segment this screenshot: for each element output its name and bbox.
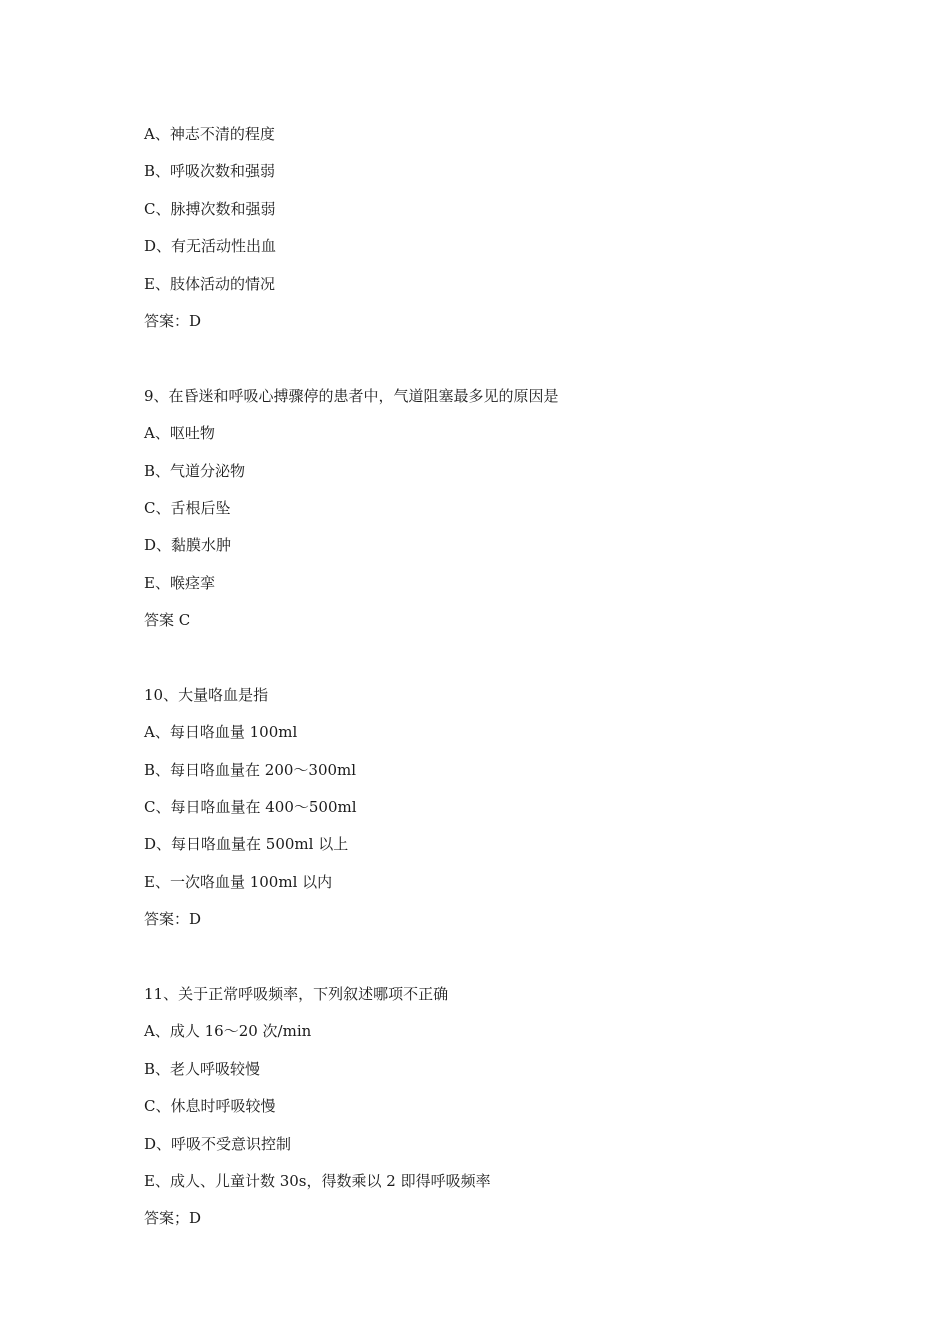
option-b: B、呼吸次数和强弱 xyxy=(144,162,276,181)
answer: 答案 C xyxy=(144,611,191,630)
option-c: C、休息时呼吸较慢 xyxy=(144,1097,276,1116)
block-spacer xyxy=(144,647,864,684)
answer: 答案；D xyxy=(144,1209,202,1228)
option-b: B、气道分泌物 xyxy=(144,461,246,480)
question-text: 10、大量咯血是指 xyxy=(144,685,269,704)
option-b: B、每日咯血量在 200～300ml xyxy=(144,760,357,779)
answer: 答案：D xyxy=(144,910,202,929)
option-c: C、舌根后坠 xyxy=(144,498,231,517)
option-e: E、成人、儿童计数 30s，得数乘以 2 即得呼吸频率 xyxy=(144,1171,491,1190)
option-d: D、黏膜水肿 xyxy=(144,536,232,555)
option-e: E、喉痉挛 xyxy=(144,573,215,592)
option-c: C、每日咯血量在 400～500ml xyxy=(144,798,357,817)
answer: 答案：D xyxy=(144,311,202,330)
document-page xyxy=(144,124,864,1246)
option-d: D、呼吸不受意识控制 xyxy=(144,1134,292,1153)
option-b: B、老人呼吸较慢 xyxy=(144,1059,261,1078)
question-block-8 xyxy=(144,124,864,348)
option-a: A、成人 16～20 次/min xyxy=(144,1022,312,1041)
block-spacer xyxy=(144,348,864,385)
option-e: E、肢体活动的情况 xyxy=(144,274,275,293)
option-d: D、每日咯血量在 500ml 以上 xyxy=(144,835,349,854)
option-d: D、有无活动性出血 xyxy=(144,237,277,256)
option-e: E、一次咯血量 100ml 以内 xyxy=(144,872,333,891)
question-block-9 xyxy=(144,386,864,648)
question-text: 9、在昏迷和呼吸心搏骤停的患者中，气道阻塞最多见的原因是 xyxy=(144,386,559,405)
option-c: C、脉搏次数和强弱 xyxy=(144,199,276,218)
question-block-10 xyxy=(144,685,864,947)
question-text: 11、关于正常呼吸频率，下列叙述哪项不正确 xyxy=(144,984,449,1003)
question-block-11 xyxy=(144,984,864,1246)
option-a: A、呕吐物 xyxy=(144,424,215,443)
option-a: A、每日咯血量 100ml xyxy=(144,723,298,742)
block-spacer xyxy=(144,947,864,984)
option-a: A、神志不清的程度 xyxy=(144,125,275,143)
